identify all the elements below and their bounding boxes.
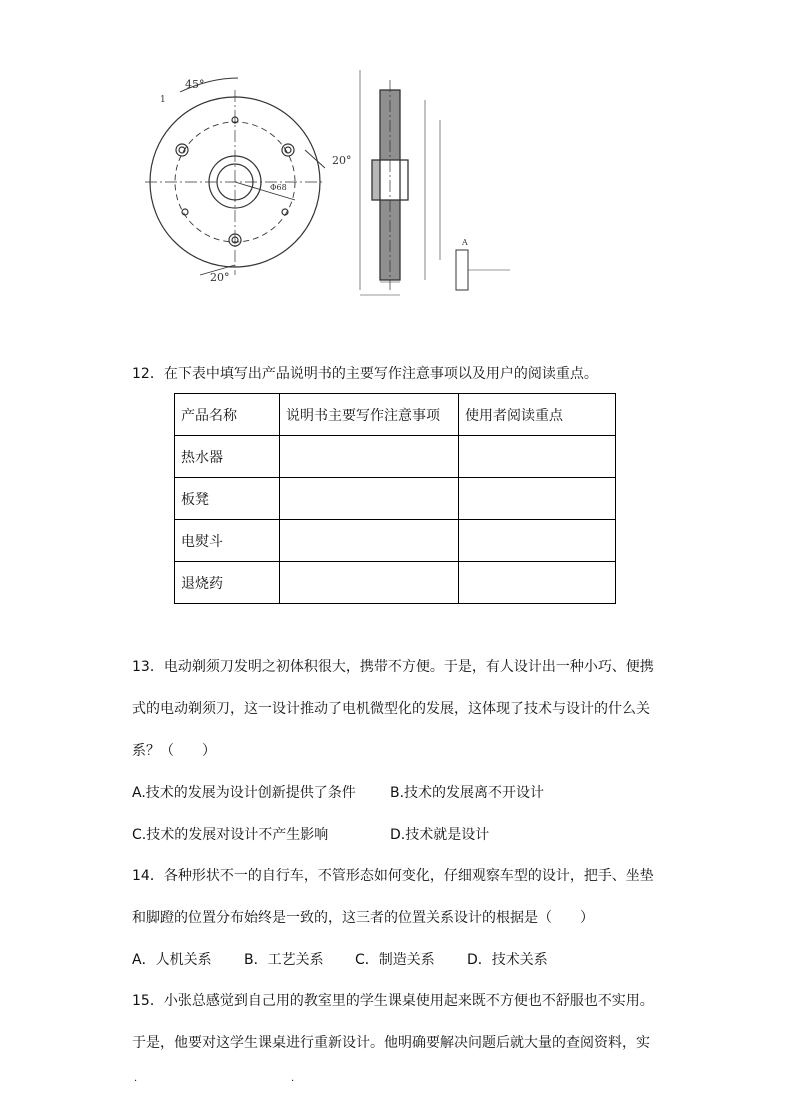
q13-option-b[interactable]: B.技术的发展离不开设计 [390, 785, 545, 801]
answer-cell[interactable] [280, 436, 459, 478]
table-row [175, 478, 616, 520]
header-writing-notes: 说明书主要写作注意事项 [280, 394, 459, 436]
label-diameter: Φ68 [270, 183, 287, 192]
q12-prompt: 12．在下表中填写出产品说明书的主要写作注意事项以及用户的阅读重点。 [132, 366, 598, 382]
row-product: 板凳 [175, 478, 280, 520]
detail-a [456, 250, 468, 290]
table-header-row [175, 394, 616, 436]
q13-option-a[interactable]: A.技术的发展为设计创新提供了条件 [132, 785, 356, 801]
q14-option-a[interactable]: A．人机关系 [132, 952, 212, 968]
q13-line-3: 系？（ ） [132, 743, 216, 759]
row-product: 热水器 [175, 436, 280, 478]
label-angle-bottom: 20° [210, 271, 230, 284]
q12-table [174, 393, 616, 604]
label-angle-top: 45° [185, 78, 205, 91]
q13-option-c[interactable]: C.技术的发展对设计不产生影响 [132, 827, 329, 843]
q13-option-d[interactable]: D.技术就是设计 [390, 827, 490, 843]
q14-option-d[interactable]: D．技术关系 [467, 952, 548, 968]
header-product-name: 产品名称 [175, 394, 280, 436]
answer-cell[interactable] [459, 562, 616, 604]
answer-cell[interactable] [280, 520, 459, 562]
row-product: 电熨斗 [175, 520, 280, 562]
table-row [175, 520, 616, 562]
q13-line-1: 13．电动剃须刀发明之初体积很大，携带不方便。于是，有人设计出一种小巧、便携 [132, 659, 654, 675]
q15-line-2: 于是，他要对这学生课桌进行重新设计。他明确要解决问题后就大量的查阅资料，实 [132, 1035, 650, 1051]
q13-line-2: 式的电动剃须刀，这一设计推动了电机微型化的发展，这体现了技术与设计的什么关 [132, 701, 650, 717]
label-part-1: 1 [160, 95, 166, 105]
table-row [175, 562, 616, 604]
answer-cell[interactable] [459, 520, 616, 562]
answer-cell[interactable] [280, 478, 459, 520]
q15-line-1: 15．小张总感觉到自己用的教室里的学生课桌使用起来既不方便也不舒服也不实用。 [132, 993, 654, 1009]
answer-cell[interactable] [459, 436, 616, 478]
label-section-a: A [462, 238, 468, 247]
q14-line-2: 和脚蹬的位置分布始终是一致的，这三者的位置关系设计的根据是（ ） [132, 910, 594, 926]
footer-dot-right: · [291, 1076, 295, 1087]
bolt-hole [282, 144, 294, 156]
table-row [175, 436, 616, 478]
footer-dot-left: · [134, 1076, 138, 1087]
answer-cell[interactable] [280, 562, 459, 604]
label-angle-right: 20° [332, 154, 352, 167]
row-product: 退烧药 [175, 562, 280, 604]
q14-line-1: 14．各种形状不一的自行车，不管形态如何变化，仔细观察车型的设计，把手、坐垫 [132, 868, 654, 884]
header-reading-focus: 使用者阅读重点 [459, 394, 616, 436]
technical-drawing [140, 60, 540, 310]
q14-option-b[interactable]: B．工艺关系 [244, 952, 324, 968]
q14-option-c[interactable]: C．制造关系 [355, 952, 435, 968]
answer-cell[interactable] [459, 478, 616, 520]
bolt-hole [176, 144, 188, 156]
